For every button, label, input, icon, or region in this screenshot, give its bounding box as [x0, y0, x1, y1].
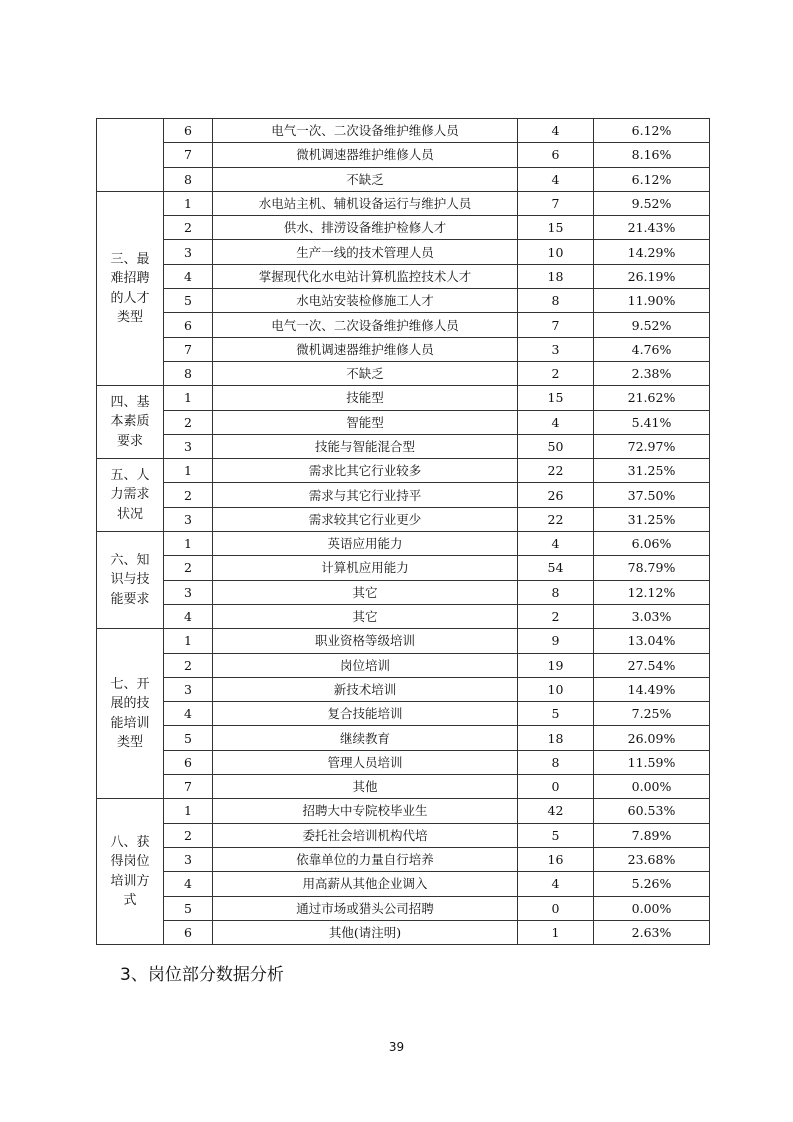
row-percent: 21.43%: [594, 216, 710, 240]
table-row: [97, 119, 710, 143]
table-row: [97, 143, 710, 167]
row-percent: 3.03%: [594, 604, 710, 628]
group-label-cell: [97, 629, 164, 799]
table-row: [97, 240, 710, 264]
row-count: 4: [518, 872, 594, 896]
row-index: 1: [164, 191, 213, 215]
row-count: 9: [518, 629, 594, 653]
table-row: [97, 677, 710, 701]
row-index: 6: [164, 920, 213, 944]
row-item: 职业资格等级培训: [213, 629, 518, 653]
table-row: [97, 386, 710, 410]
row-percent: 9.52%: [594, 313, 710, 337]
group-label: 四、基本素质要求: [110, 394, 150, 449]
row-count: 2: [518, 361, 594, 385]
row-count: 8: [518, 289, 594, 313]
row-count: 15: [518, 386, 594, 410]
row-percent: 21.62%: [594, 386, 710, 410]
table-row: [97, 604, 710, 628]
group-label-cell: [97, 191, 164, 385]
group-label-cell: [97, 119, 164, 192]
group-label: 八、获得岗位培训方式: [110, 834, 150, 909]
row-item: 不缺乏: [213, 167, 518, 191]
row-index: 8: [164, 167, 213, 191]
row-count: 6: [518, 143, 594, 167]
row-count: 22: [518, 459, 594, 483]
group-label-cell: [97, 532, 164, 629]
row-percent: 2.63%: [594, 920, 710, 944]
table-row: [97, 775, 710, 799]
row-item: 智能型: [213, 410, 518, 434]
row-index: 2: [164, 823, 213, 847]
row-percent: 27.54%: [594, 653, 710, 677]
row-index: 4: [164, 264, 213, 288]
row-item: 新技术培训: [213, 677, 518, 701]
table-row: [97, 532, 710, 556]
row-index: 2: [164, 483, 213, 507]
table-row: [97, 337, 710, 361]
row-item: 电气一次、二次设备维护维修人员: [213, 119, 518, 143]
row-percent: 13.04%: [594, 629, 710, 653]
row-index: 7: [164, 775, 213, 799]
table-row: [97, 264, 710, 288]
group-label: 三、最难招聘的人才类型: [110, 251, 150, 326]
row-index: 2: [164, 556, 213, 580]
group-label: 六、知识与技能要求: [110, 552, 150, 607]
row-index: 1: [164, 799, 213, 823]
row-percent: 12.12%: [594, 580, 710, 604]
row-item: 生产一线的技术管理人员: [213, 240, 518, 264]
row-item: 英语应用能力: [213, 532, 518, 556]
row-percent: 26.19%: [594, 264, 710, 288]
row-count: 5: [518, 823, 594, 847]
row-percent: 4.76%: [594, 337, 710, 361]
row-item: 继续教育: [213, 726, 518, 750]
row-index: 3: [164, 240, 213, 264]
row-item: 微机调速器维护维修人员: [213, 337, 518, 361]
table-row: [97, 750, 710, 774]
row-index: 2: [164, 216, 213, 240]
row-percent: 14.29%: [594, 240, 710, 264]
table-row: [97, 410, 710, 434]
row-item: 用高薪从其他企业调入: [213, 872, 518, 896]
row-percent: 31.25%: [594, 507, 710, 531]
row-count: 4: [518, 410, 594, 434]
row-percent: 14.49%: [594, 677, 710, 701]
row-percent: 37.50%: [594, 483, 710, 507]
row-percent: 5.41%: [594, 410, 710, 434]
row-percent: 2.38%: [594, 361, 710, 385]
row-count: 5: [518, 702, 594, 726]
row-count: 4: [518, 167, 594, 191]
row-percent: 6.06%: [594, 532, 710, 556]
table-row: [97, 434, 710, 458]
row-count: 42: [518, 799, 594, 823]
row-count: 10: [518, 677, 594, 701]
row-count: 0: [518, 775, 594, 799]
row-percent: 8.16%: [594, 143, 710, 167]
row-count: 15: [518, 216, 594, 240]
row-count: 22: [518, 507, 594, 531]
row-count: 4: [518, 119, 594, 143]
row-item: 供水、排涝设备维护检修人才: [213, 216, 518, 240]
row-item: 微机调速器维护维修人员: [213, 143, 518, 167]
row-count: 7: [518, 191, 594, 215]
row-count: 3: [518, 337, 594, 361]
table-row: [97, 313, 710, 337]
row-index: 6: [164, 750, 213, 774]
row-item: 需求与其它行业持平: [213, 483, 518, 507]
row-item: 依靠单位的力量自行培养: [213, 847, 518, 871]
row-item: 通过市场或猎头公司招聘: [213, 896, 518, 920]
row-item: 其它: [213, 580, 518, 604]
table-row: [97, 289, 710, 313]
row-index: 3: [164, 580, 213, 604]
row-item: 需求比其它行业较多: [213, 459, 518, 483]
row-item: 其它: [213, 604, 518, 628]
group-label-cell: [97, 799, 164, 945]
group-label: 五、人力需求状况: [110, 467, 150, 522]
row-percent: 0.00%: [594, 896, 710, 920]
row-count: 26: [518, 483, 594, 507]
row-item: 计算机应用能力: [213, 556, 518, 580]
row-item: 不缺乏: [213, 361, 518, 385]
row-item: 委托社会培训机构代培: [213, 823, 518, 847]
row-index: 2: [164, 410, 213, 434]
row-index: 8: [164, 361, 213, 385]
row-percent: 72.97%: [594, 434, 710, 458]
table-row: [97, 216, 710, 240]
row-count: 10: [518, 240, 594, 264]
row-item: 岗位培训: [213, 653, 518, 677]
row-percent: 9.52%: [594, 191, 710, 215]
table-row: [97, 896, 710, 920]
row-count: 54: [518, 556, 594, 580]
row-index: 7: [164, 143, 213, 167]
table-row: [97, 920, 710, 944]
row-item: 需求较其它行业更少: [213, 507, 518, 531]
row-percent: 60.53%: [594, 799, 710, 823]
row-index: 2: [164, 653, 213, 677]
row-count: 7: [518, 313, 594, 337]
row-count: 50: [518, 434, 594, 458]
table-row: [97, 629, 710, 653]
table-row: [97, 556, 710, 580]
row-index: 1: [164, 459, 213, 483]
row-item: 招聘大中专院校毕业生: [213, 799, 518, 823]
row-percent: 7.89%: [594, 823, 710, 847]
row-item: 其他: [213, 775, 518, 799]
row-item: 其他(请注明): [213, 920, 518, 944]
row-count: 1: [518, 920, 594, 944]
table-row: [97, 823, 710, 847]
row-index: 6: [164, 313, 213, 337]
row-count: 18: [518, 264, 594, 288]
row-count: 8: [518, 750, 594, 774]
row-index: 4: [164, 604, 213, 628]
table-row: [97, 653, 710, 677]
row-index: 1: [164, 532, 213, 556]
table-row: [97, 872, 710, 896]
row-count: 16: [518, 847, 594, 871]
row-index: 4: [164, 872, 213, 896]
row-index: 3: [164, 434, 213, 458]
row-item: 水电站主机、辅机设备运行与维护人员: [213, 191, 518, 215]
row-item: 水电站安装检修施工人才: [213, 289, 518, 313]
row-index: 3: [164, 677, 213, 701]
page-number: 39: [388, 1040, 405, 1054]
table-row: [97, 361, 710, 385]
row-percent: 6.12%: [594, 167, 710, 191]
table-row: [97, 507, 710, 531]
row-index: 1: [164, 386, 213, 410]
row-item: 掌握现代化水电站计算机监控技术人才: [213, 264, 518, 288]
table-row: [97, 459, 710, 483]
row-index: 5: [164, 896, 213, 920]
row-index: 3: [164, 847, 213, 871]
row-percent: 26.09%: [594, 726, 710, 750]
table-row: [97, 580, 710, 604]
row-percent: 7.25%: [594, 702, 710, 726]
row-percent: 11.90%: [594, 289, 710, 313]
row-percent: 23.68%: [594, 847, 710, 871]
row-index: 6: [164, 119, 213, 143]
table-row: [97, 483, 710, 507]
row-count: 2: [518, 604, 594, 628]
row-item: 技能型: [213, 386, 518, 410]
row-index: 1: [164, 629, 213, 653]
row-index: 7: [164, 337, 213, 361]
row-count: 4: [518, 532, 594, 556]
row-count: 0: [518, 896, 594, 920]
row-item: 管理人员培训: [213, 750, 518, 774]
table-row: [97, 191, 710, 215]
survey-table: [96, 118, 710, 945]
row-percent: 6.12%: [594, 119, 710, 143]
row-percent: 5.26%: [594, 872, 710, 896]
table-row: [97, 702, 710, 726]
table-row: [97, 726, 710, 750]
group-label-cell: [97, 459, 164, 532]
group-label-cell: [97, 386, 164, 459]
row-item: 技能与智能混合型: [213, 434, 518, 458]
row-count: 19: [518, 653, 594, 677]
row-index: 5: [164, 289, 213, 313]
section-heading: 3、岗位部分数据分析: [120, 965, 284, 985]
row-item: 电气一次、二次设备维护维修人员: [213, 313, 518, 337]
row-percent: 31.25%: [594, 459, 710, 483]
table-row: [97, 167, 710, 191]
row-percent: 11.59%: [594, 750, 710, 774]
table-row: [97, 847, 710, 871]
table-row: [97, 799, 710, 823]
row-index: 4: [164, 702, 213, 726]
row-count: 18: [518, 726, 594, 750]
row-index: 3: [164, 507, 213, 531]
row-percent: 78.79%: [594, 556, 710, 580]
group-label: 七、开展的技能培训类型: [110, 676, 150, 751]
row-count: 8: [518, 580, 594, 604]
row-percent: 0.00%: [594, 775, 710, 799]
row-index: 5: [164, 726, 213, 750]
row-item: 复合技能培训: [213, 702, 518, 726]
